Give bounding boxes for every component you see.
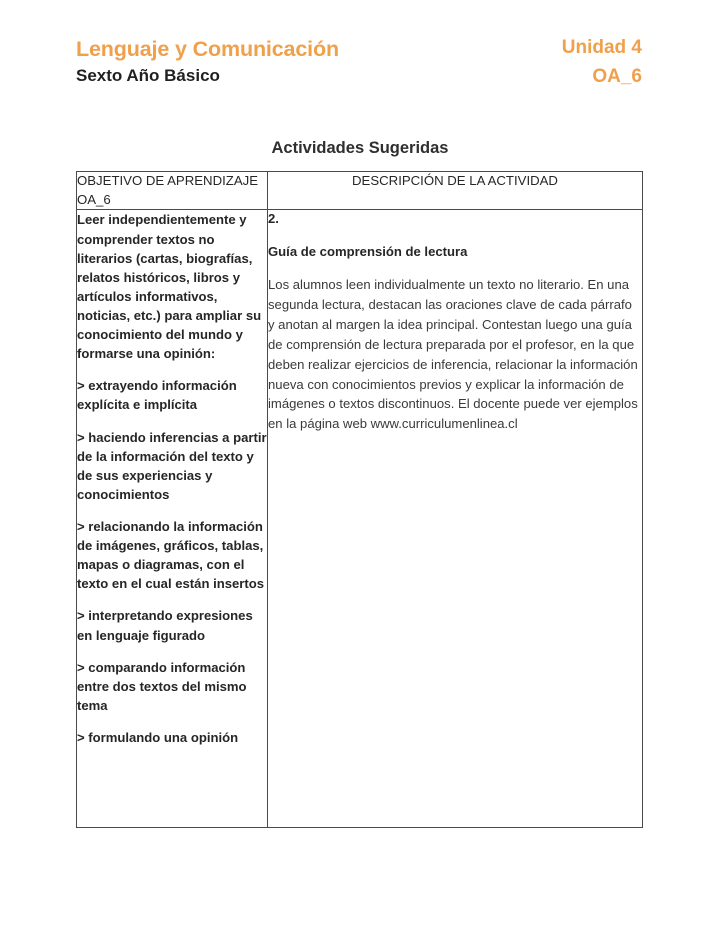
page-title: Actividades Sugeridas (271, 139, 449, 157)
objective-item-5: > comparando información entre dos textos del mismo tema (77, 659, 247, 713)
table-row (77, 210, 643, 828)
subject-title: Lenguaje y Comunicación (76, 37, 339, 61)
objective-item-3: > relacionando la información de imágenes, gráficos, tablas, mapas o diagramas, con el texto en el cual están insertos (77, 519, 265, 592)
column-header-objective: OBJETIVO DE APRENDIZAJE OA_6 (77, 172, 268, 210)
objective-item-2: > haciendo inferencias a partir de la información del texto y de sus experiencias y conocimientos (77, 429, 267, 502)
activity-subtitle: Guía de comprensión de lectura (268, 243, 468, 259)
objective-cell (77, 210, 268, 828)
oa-code-label: OA_6 (592, 65, 642, 87)
column-header-description: DESCRIPCIÓN DE LA ACTIVIDAD (268, 172, 643, 210)
description-cell (268, 210, 643, 828)
objective-item-6: > formulando una opinión (77, 729, 239, 745)
grade-title: Sexto Año Básico (76, 65, 220, 85)
activities-table (76, 171, 643, 828)
header-left-group (76, 36, 339, 88)
header-right-group (562, 36, 642, 89)
objective-lead-text: Leer independientemente y comprender textos no literarios (cartas, biografías, relatos históricos, libros y artículos informativos, noticias, etc.) para ampliar su conocimiento del mundo y formarse una opinión: (77, 212, 262, 362)
table-header-row (77, 172, 643, 210)
activity-body-text: Los alumnos leen individualmente un texto no literario. En una segunda lectura, destacan las oraciones clave de cada párrafo y anotan al margen la idea principal. Contestan luego una guía de comprensión de lectura preparada por el profesor, en la que deben realizar ejercicios de inferencia, relacionar la información nueva con conocimientos previos y explicar la información de imágenes o textos discontinuos. El docente puede ver ejemplos en la página web www.curriculumenlinea.cl (268, 277, 638, 432)
document-header (76, 36, 642, 89)
objective-item-1: > extrayendo información explícita e implícita (77, 378, 237, 413)
unit-label: Unidad 4 (561, 37, 642, 58)
objective-item-4: > interpretando expresiones en lenguaje figurado (77, 608, 253, 643)
activity-number: 2. (268, 211, 279, 227)
